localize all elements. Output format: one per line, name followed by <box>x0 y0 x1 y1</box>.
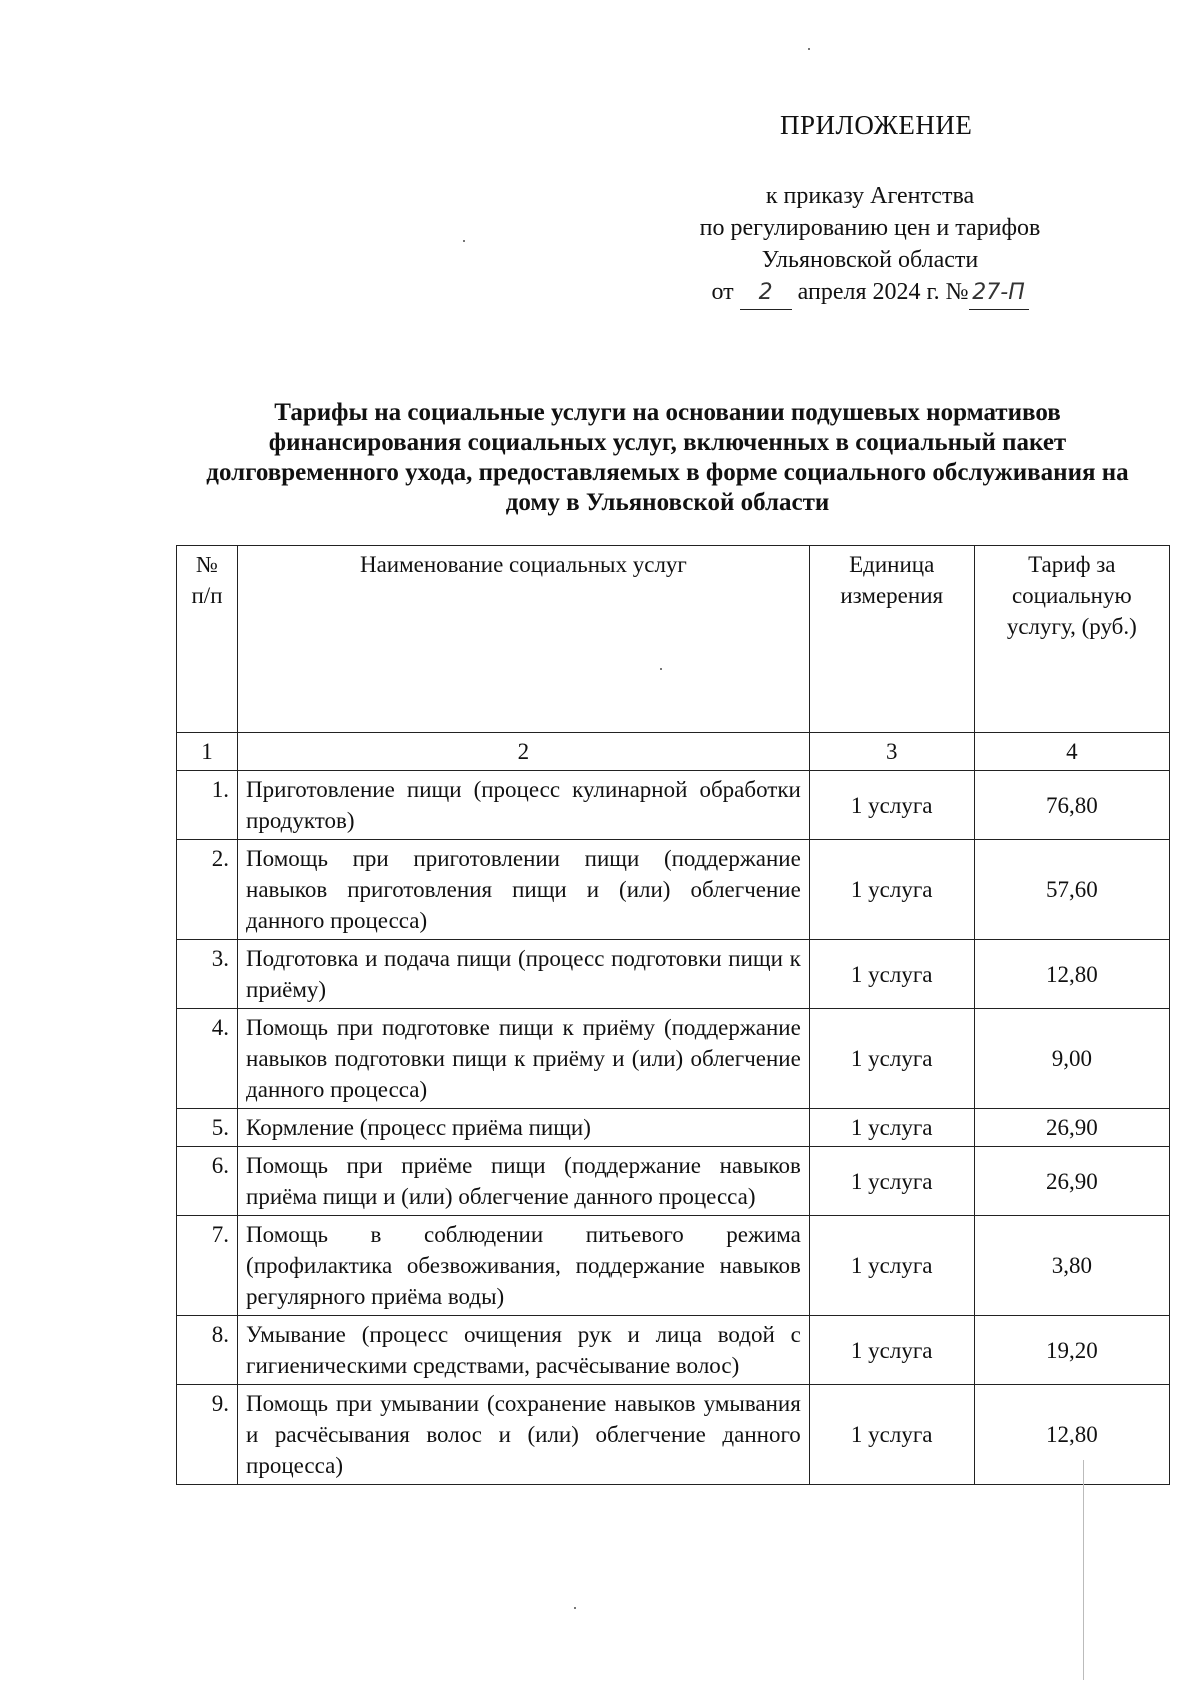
row-tariff: 3,80 <box>974 1216 1169 1316</box>
row-service-name: Помощь в соблюдении питьевого режима (профилактика обезвоживания, поддержание навыков регулярного приёма воды) <box>238 1216 810 1316</box>
scan-speck <box>660 668 662 670</box>
scan-speck <box>574 1607 576 1609</box>
row-service-name: Умывание (процесс очищения рук и лица водой с гигиеническими средствами, расчёсывание волос) <box>238 1316 810 1385</box>
row-num: 1. <box>177 771 238 840</box>
row-unit: 1 услуга <box>809 771 974 840</box>
date-prefix: от <box>711 279 734 305</box>
header-name: Наименование социальных услуг <box>238 546 810 733</box>
appendix-title: ПРИЛОЖЕНИЕ <box>780 110 973 140</box>
row-tariff: 12,80 <box>974 1385 1169 1485</box>
row-unit: 1 услуга <box>809 1009 974 1109</box>
row-tariff: 26,90 <box>974 1109 1169 1147</box>
order-date-line <box>660 276 1080 310</box>
row-tariff: 26,90 <box>974 1147 1169 1216</box>
row-tariff: 12,80 <box>974 940 1169 1009</box>
row-unit: 1 услуга <box>809 840 974 940</box>
row-unit: 1 услуга <box>809 1385 974 1485</box>
row-service-name: Помощь при приёме пищи (поддержание навыков приёма пищи и (или) облегчение данного процесса) <box>238 1147 810 1216</box>
scan-speck <box>808 48 810 50</box>
order-number-blank <box>969 276 1029 310</box>
row-service-name: Помощь при подготовке пищи к приёму (поддержание навыков подготовки пищи к приёму и (или) облегчение данного процесса) <box>238 1009 810 1109</box>
row-service-name: Приготовление пищи (процесс кулинарной обработки продуктов) <box>238 771 810 840</box>
row-num: 5. <box>177 1109 238 1147</box>
row-num: 3. <box>177 940 238 1009</box>
order-number-handwritten: 27-П <box>972 280 1025 305</box>
header-tariff: Тариф за социальную услугу, (руб.) <box>974 546 1169 733</box>
date-day-handwritten: 2 <box>758 280 773 305</box>
table-row <box>177 1385 1170 1485</box>
scan-speck <box>463 240 465 242</box>
row-service-name: Подготовка и подача пищи (процесс подготовки пищи к приёму) <box>238 940 810 1009</box>
document-title: Тарифы на социальные услуги на основании подушевых нормативов финансирования социальных услуг, включенных в социальный пакет долговременного ухода, предоставляемых в форме социального обслуживания на дому в Ульяновской области <box>206 399 1129 516</box>
table-row <box>177 1316 1170 1385</box>
row-service-name: Помощь при приготовлении пищи (поддержание навыков приготовления пищи и (или) облегчение данного процесса) <box>238 840 810 940</box>
table-row <box>177 940 1170 1009</box>
row-tariff: 57,60 <box>974 840 1169 940</box>
scan-margin-line <box>1083 1460 1084 1680</box>
row-unit: 1 услуга <box>809 1316 974 1385</box>
row-num: 8. <box>177 1316 238 1385</box>
row-tariff: 9,00 <box>974 1009 1169 1109</box>
row-num: 6. <box>177 1147 238 1216</box>
header-unit: Единица измерения <box>809 546 974 733</box>
row-num: 4. <box>177 1009 238 1109</box>
order-ref-line-1: к приказу Агентства <box>765 183 975 209</box>
order-ref-line-3: Ульяновской области <box>761 247 979 273</box>
column-number: 2 <box>238 733 810 771</box>
table-row <box>177 1216 1170 1316</box>
column-number: 4 <box>974 733 1169 771</box>
table-row <box>177 1109 1170 1147</box>
row-num: 2. <box>177 840 238 940</box>
table-row <box>177 840 1170 940</box>
column-number: 3 <box>809 733 974 771</box>
row-unit: 1 услуга <box>809 1109 974 1147</box>
tariffs-table <box>176 545 1170 1485</box>
column-number: 1 <box>177 733 238 771</box>
header-num: № п/п <box>177 546 238 733</box>
row-unit: 1 услуга <box>809 1147 974 1216</box>
table-row <box>177 1009 1170 1109</box>
row-unit: 1 услуга <box>809 1216 974 1316</box>
date-day-blank <box>740 276 792 310</box>
row-num: 9. <box>177 1385 238 1485</box>
order-ref-line-2: по регулированию цен и тарифов <box>699 215 1041 241</box>
row-num: 7. <box>177 1216 238 1316</box>
order-reference <box>660 180 1080 310</box>
row-tariff: 76,80 <box>974 771 1169 840</box>
row-unit: 1 услуга <box>809 940 974 1009</box>
table-row <box>177 1147 1170 1216</box>
table-row <box>177 771 1170 840</box>
row-service-name: Помощь при умывании (сохранение навыков умывания и расчёсывания волос и (или) облегчение данного процесса) <box>238 1385 810 1485</box>
date-month-year: апреля 2024 г. № <box>797 279 969 305</box>
row-tariff: 19,20 <box>974 1316 1169 1385</box>
column-numbers-row <box>177 733 1170 771</box>
table-header-row <box>177 546 1170 733</box>
row-service-name: Кормление (процесс приёма пищи) <box>238 1109 810 1147</box>
